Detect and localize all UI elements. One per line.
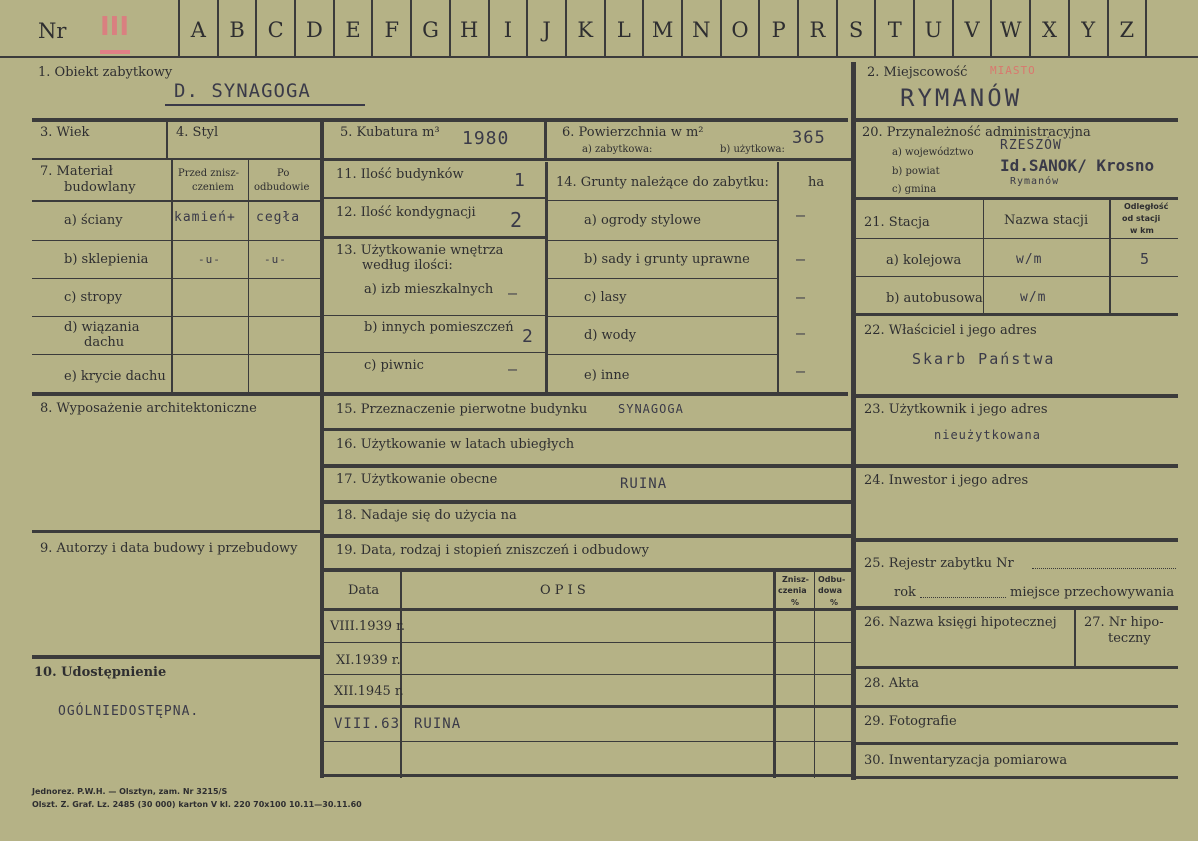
material-row: d) wiązania bbox=[64, 320, 140, 335]
divider bbox=[856, 666, 1178, 669]
index-letter: J bbox=[526, 0, 565, 56]
index-letter: K bbox=[565, 0, 604, 56]
divider bbox=[166, 122, 168, 158]
divider bbox=[32, 200, 320, 202]
divider bbox=[32, 354, 320, 355]
field-11-label: 11. Ilość budynków bbox=[336, 167, 464, 182]
printer-line-1: Jednorez. P.W.H. — Olsztyn, zam. Nr 3215/S bbox=[32, 787, 228, 796]
alphabet-index bbox=[178, 0, 1149, 56]
col-after-2: odbudowie bbox=[254, 182, 310, 193]
index-letter: S bbox=[836, 0, 875, 56]
divider bbox=[324, 705, 852, 708]
divider bbox=[548, 354, 778, 355]
col-destruction-3: % bbox=[791, 598, 800, 607]
divider bbox=[856, 742, 1178, 745]
field-20-a: a) województwo bbox=[892, 147, 974, 158]
field-6-value: 365 bbox=[792, 128, 826, 148]
material-after: cegła bbox=[256, 210, 301, 225]
divider bbox=[324, 158, 852, 161]
nr-underline bbox=[100, 50, 130, 54]
index-letter: M bbox=[642, 0, 681, 56]
divider bbox=[324, 315, 546, 316]
divider bbox=[171, 160, 173, 392]
divider bbox=[32, 158, 320, 160]
field-6-a: a) zabytkowa: bbox=[582, 144, 653, 155]
land-value: — bbox=[796, 206, 807, 224]
index-letter: Y bbox=[1068, 0, 1107, 56]
field-16-label: 16. Użytkowanie w latach ubiegłych bbox=[336, 437, 575, 452]
index-letter: B bbox=[217, 0, 256, 56]
col-destruction-2: czenia bbox=[778, 586, 807, 595]
field-2-label: 2. Miejscowość bbox=[867, 65, 968, 80]
divider bbox=[32, 392, 848, 396]
station-bus: b) autobusowa bbox=[886, 291, 983, 306]
field-20-a-value: RZESZÓW bbox=[1000, 138, 1062, 153]
field-14-unit: ha bbox=[808, 175, 825, 190]
dotted-line bbox=[920, 597, 1006, 598]
divider bbox=[1109, 200, 1111, 314]
field-25-rok: rok bbox=[894, 585, 916, 600]
index-letter: A bbox=[178, 0, 217, 56]
divider bbox=[856, 238, 1178, 239]
col-date: Data bbox=[348, 583, 380, 598]
damage-date: VIII.1939 r. bbox=[330, 619, 406, 634]
field-30-label: 30. Inwentaryzacja pomiarowa bbox=[864, 753, 1068, 768]
material-row: b) sklepienia bbox=[64, 252, 149, 267]
index-letter: V bbox=[952, 0, 991, 56]
divider bbox=[32, 530, 320, 533]
index-letter: E bbox=[333, 0, 372, 56]
land-value: — bbox=[796, 324, 807, 342]
index-letter: P bbox=[758, 0, 797, 56]
field-20-c-value: Rymanów bbox=[1010, 176, 1060, 187]
col-distance-3: w km bbox=[1130, 226, 1154, 235]
divider bbox=[856, 464, 1178, 468]
field-6-b: b) użytkowa: bbox=[720, 144, 785, 155]
field-1-label: 1. Obiekt zabytkowy bbox=[38, 65, 173, 80]
land-row: a) ogrody stylowe bbox=[584, 213, 701, 228]
underline bbox=[165, 104, 365, 106]
field-7-label: 7. Materiał bbox=[40, 164, 113, 179]
printer-line-2: Olszt. Z. Graf. Lz. 2485 (30 000) karton V kl. 220 70x100 10.11—30.11.60 bbox=[32, 800, 362, 809]
field-13-label-2: według ilości: bbox=[362, 258, 453, 273]
material-row: a) ściany bbox=[64, 213, 123, 228]
field-25-miejsce: miejsce przechowywania bbox=[1010, 585, 1175, 600]
field-9-label: 9. Autorzy i data budowy i przebudowy bbox=[40, 541, 298, 556]
field-6-label: 6. Powierzchnia w m² bbox=[562, 125, 704, 140]
index-letter: L bbox=[604, 0, 643, 56]
land-row: e) inne bbox=[584, 368, 630, 383]
divider bbox=[324, 352, 546, 353]
field-2-stamp: MIASTO bbox=[990, 64, 1036, 77]
divider bbox=[856, 705, 1178, 708]
material-row-2: dachu bbox=[84, 335, 125, 350]
field-18-label: 18. Nadaje się do użycia na bbox=[336, 508, 517, 523]
index-letter: O bbox=[720, 0, 759, 56]
field-15-label: 15. Przeznaczenie pierwotne budynku bbox=[336, 402, 588, 417]
header-rule bbox=[0, 56, 1198, 58]
dotted-line bbox=[1032, 568, 1176, 569]
col-rebuild: Odbu- bbox=[818, 575, 846, 584]
divider bbox=[856, 118, 1178, 122]
divider bbox=[856, 313, 1178, 316]
index-letter: C bbox=[255, 0, 294, 56]
station-rail: a) kolejowa bbox=[886, 253, 962, 268]
material-before: -u- bbox=[198, 253, 221, 266]
index-letter: F bbox=[371, 0, 410, 56]
field-19-label: 19. Data, rodzaj i stopień zniszczeń i odbudowy bbox=[336, 543, 650, 558]
divider bbox=[324, 236, 546, 239]
material-after: -u- bbox=[264, 253, 287, 266]
divider bbox=[548, 316, 778, 317]
divider bbox=[548, 278, 778, 279]
land-row: c) lasy bbox=[584, 290, 627, 305]
field-13-c: c) piwnic bbox=[364, 358, 424, 373]
divider bbox=[548, 240, 778, 241]
field-3-label: 3. Wiek bbox=[40, 125, 90, 140]
field-8-label: 8. Wyposażenie architektoniczne bbox=[40, 401, 257, 416]
divider bbox=[324, 774, 852, 777]
col-destruction: Znisz- bbox=[782, 575, 809, 584]
field-20-c: c) gmina bbox=[892, 184, 937, 195]
index-letter: D bbox=[294, 0, 333, 56]
field-13-b: b) innych pomieszczeń bbox=[364, 320, 514, 335]
col-station-name: Nazwa stacji bbox=[1004, 213, 1089, 228]
field-12-label: 12. Ilość kondygnacji bbox=[336, 205, 476, 220]
divider bbox=[324, 534, 852, 538]
col-rebuild-3: % bbox=[830, 598, 839, 607]
land-row: b) sady i grunty uprawne bbox=[584, 252, 750, 267]
divider bbox=[400, 572, 402, 778]
damage-date: XI.1939 r. bbox=[336, 653, 401, 668]
field-21-label: 21. Stacja bbox=[864, 215, 930, 230]
field-13-label: 13. Użytkowanie wnętrza bbox=[336, 243, 504, 258]
index-letter: T bbox=[874, 0, 913, 56]
index-letter: H bbox=[449, 0, 488, 56]
field-23-value: nieużytkowana bbox=[934, 428, 1041, 442]
field-25-label: 25. Rejestr zabytku Nr bbox=[864, 556, 1014, 571]
divider bbox=[544, 122, 547, 158]
field-5-value: 1980 bbox=[462, 128, 510, 149]
index-letter: I bbox=[488, 0, 527, 56]
land-value: — bbox=[796, 288, 807, 306]
material-before: kamień+ bbox=[174, 210, 236, 225]
col-after: Po bbox=[277, 168, 290, 179]
field-12-value: 2 bbox=[510, 208, 524, 232]
divider bbox=[983, 200, 984, 314]
field-11-value: 1 bbox=[514, 170, 526, 191]
divider bbox=[324, 197, 546, 199]
divider bbox=[856, 776, 1178, 779]
field-20-label: 20. Przynależność administracyjna bbox=[862, 125, 1091, 140]
land-value: — bbox=[796, 362, 807, 380]
index-letter: N bbox=[681, 0, 720, 56]
field-10-value: OGÓLNIEDOSTĘPNA. bbox=[58, 704, 200, 719]
field-13-a: a) izb mieszkalnych bbox=[364, 282, 494, 297]
station-bus-name: w/m bbox=[1020, 290, 1047, 305]
field-22-label: 22. Właściciel i jego adres bbox=[864, 323, 1037, 338]
material-row: e) krycie dachu bbox=[64, 369, 166, 384]
index-letter: X bbox=[1029, 0, 1068, 56]
nr-value: III bbox=[100, 12, 130, 42]
field-1-value: D. SYNAGOGA bbox=[174, 80, 311, 102]
divider bbox=[324, 608, 852, 611]
nr-label: Nr bbox=[38, 19, 67, 43]
field-5-label: 5. Kubatura m³ bbox=[340, 125, 440, 140]
divider bbox=[324, 568, 852, 572]
divider bbox=[32, 278, 320, 279]
field-28-label: 28. Akta bbox=[864, 676, 920, 691]
field-2-value: RYMANÓW bbox=[900, 84, 1023, 112]
field-17-label: 17. Użytkowanie obecne bbox=[336, 472, 498, 487]
index-letter: U bbox=[913, 0, 952, 56]
divider bbox=[324, 500, 852, 504]
field-23-label: 23. Użytkownik i jego adres bbox=[864, 402, 1048, 417]
divider bbox=[773, 572, 776, 778]
field-29-label: 29. Fotografie bbox=[864, 714, 957, 729]
col-before-2: czeniem bbox=[192, 182, 234, 193]
divider bbox=[814, 572, 815, 778]
index-letter: W bbox=[990, 0, 1029, 56]
field-17-value: RUINA bbox=[620, 476, 668, 492]
field-22-value: Skarb Państwa bbox=[912, 350, 1056, 368]
divider bbox=[851, 62, 856, 780]
divider bbox=[324, 642, 852, 643]
field-20-b: b) powiat bbox=[892, 166, 940, 177]
divider bbox=[324, 464, 852, 468]
land-row: d) wody bbox=[584, 328, 637, 343]
land-value: — bbox=[796, 250, 807, 268]
field-7-label-2: budowlany bbox=[64, 180, 136, 195]
divider bbox=[248, 160, 249, 392]
divider bbox=[32, 655, 320, 659]
col-distance: Odległość bbox=[1124, 202, 1169, 211]
divider bbox=[324, 741, 852, 742]
index-letter: R bbox=[797, 0, 836, 56]
field-14-label: 14. Grunty należące do zabytku: bbox=[556, 175, 769, 190]
divider bbox=[856, 538, 1178, 542]
col-distance-2: od stacji bbox=[1122, 214, 1161, 223]
col-before: Przed znisz- bbox=[178, 168, 239, 179]
field-24-label: 24. Inwestor i jego adres bbox=[864, 473, 1029, 488]
divider bbox=[548, 200, 778, 201]
divider bbox=[856, 197, 1178, 200]
field-13-b-value: 2 bbox=[522, 326, 534, 347]
divider bbox=[777, 162, 779, 392]
divider bbox=[32, 240, 320, 241]
divider bbox=[32, 316, 320, 317]
field-27-label: 27. Nr hipo- bbox=[1084, 615, 1164, 630]
field-13-c-value: — bbox=[508, 360, 519, 378]
divider bbox=[324, 674, 852, 675]
index-end-rule bbox=[1145, 0, 1149, 56]
divider bbox=[856, 276, 1178, 277]
damage-desc: RUINA bbox=[414, 716, 462, 732]
field-20-b-value: Id.SANOK/ Krosno bbox=[1000, 156, 1155, 175]
divider bbox=[32, 118, 848, 122]
col-rebuild-2: dowa bbox=[818, 586, 843, 595]
field-15-value: SYNAGOGA bbox=[618, 402, 684, 416]
divider bbox=[856, 606, 1178, 610]
material-row: c) stropy bbox=[64, 290, 123, 305]
field-4-label: 4. Styl bbox=[176, 125, 219, 140]
field-13-a-value: — bbox=[508, 284, 519, 302]
index-letter: Z bbox=[1107, 0, 1146, 56]
field-27-label-2: teczny bbox=[1108, 631, 1151, 646]
station-rail-distance: 5 bbox=[1140, 250, 1151, 268]
divider bbox=[324, 428, 852, 431]
station-rail-name: w/m bbox=[1016, 252, 1043, 267]
col-desc: O P I S bbox=[540, 583, 586, 598]
field-26-label: 26. Nazwa księgi hipotecznej bbox=[864, 615, 1057, 630]
divider bbox=[320, 122, 324, 778]
divider bbox=[1074, 610, 1076, 666]
damage-date: XII.1945 r. bbox=[334, 684, 404, 699]
divider bbox=[856, 394, 1178, 398]
index-letter: G bbox=[410, 0, 449, 56]
field-10-label: 10. Udostępnienie bbox=[34, 665, 167, 680]
damage-date: VIII.63 bbox=[334, 716, 401, 732]
